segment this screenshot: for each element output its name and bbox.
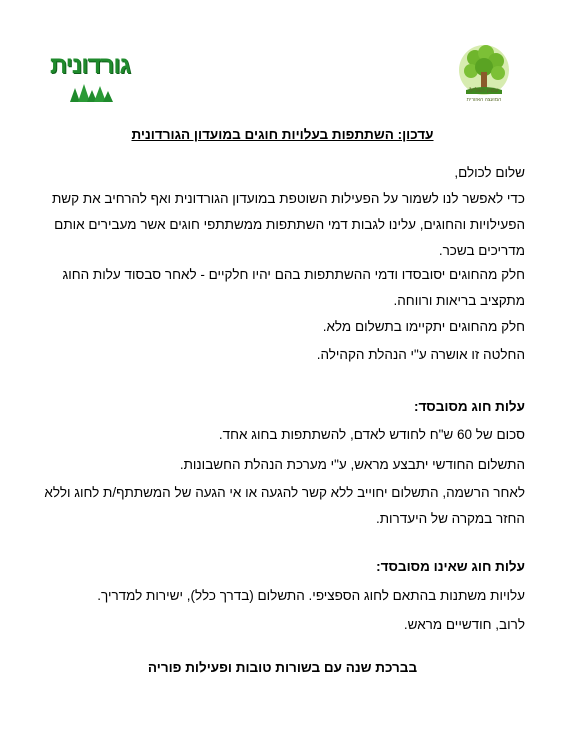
subsidized-item: לאחר הרשמה, התשלום יחוייב ללא קשר להגעה או אי הגעה של המשתתף/ת לחוג וללא החזר במקרה של היעדרות. (44, 485, 525, 526)
logo-subcaption: המועצה האזורית (466, 97, 502, 103)
page-title: עדכון: השתתפות בעלויות חוגים במועדון הגורדונית (131, 127, 434, 142)
closing-greeting: בברכת שנה עם בשורות טובות ופעילות פוריה (147, 660, 418, 675)
greeting: שלום לכולם, (454, 165, 525, 180)
logo-caption: עמק הגליל (469, 88, 499, 94)
subsidy-paragraph: חלק מהחוגים יסובסדו ודמי ההשתתפות בהם יהיו חלקיים - לאחר סבסוד עלות החוג מתקציב בריאות ורווחה. (62, 267, 525, 308)
unsubsidized-item: לרוב, חודשיים מראש. (403, 617, 525, 632)
subsidized-item: התשלום החודשי יתבצע מראש, ע"י מערכת הנהלת החשבונות. (179, 457, 525, 472)
pine-trees-icon (66, 82, 116, 102)
subsidized-item: סכום של 60 ש"ח לחודש לאדם, להשתתפות בחוג אחד. (218, 427, 525, 442)
intro-paragraph: כדי לאפשר לנו לשמור על הפעילות השוטפת במועדון הגורדונית ואף להרחיב את קשת הפעילויות והחוגים, עלינו לגבות דמי השתתפות ממשתתפי חוגים אשר מעבירים אותם מדריכים בשכר. (51, 191, 525, 258)
unsubsidized-item: עלויות משתנות בהתאם לחוג הספציפי. התשלום (בדרך כלל), ישירות למדריך. (97, 588, 525, 603)
approval-note: החלטה זו אושרה ע"י הנהלת הקהילה. (316, 347, 525, 362)
unsubsidized-heading: עלות חוג שאינו מסובסד: (376, 559, 525, 574)
full-payment-note: חלק מהחוגים יתקיימו בתשלום מלא. (322, 319, 525, 334)
gordonit-logo (40, 52, 140, 104)
gordonit-logo-text: גורדונית (49, 52, 131, 79)
subsidized-heading: עלות חוג מסובסד: (413, 399, 525, 414)
regional-council-logo (446, 42, 522, 108)
